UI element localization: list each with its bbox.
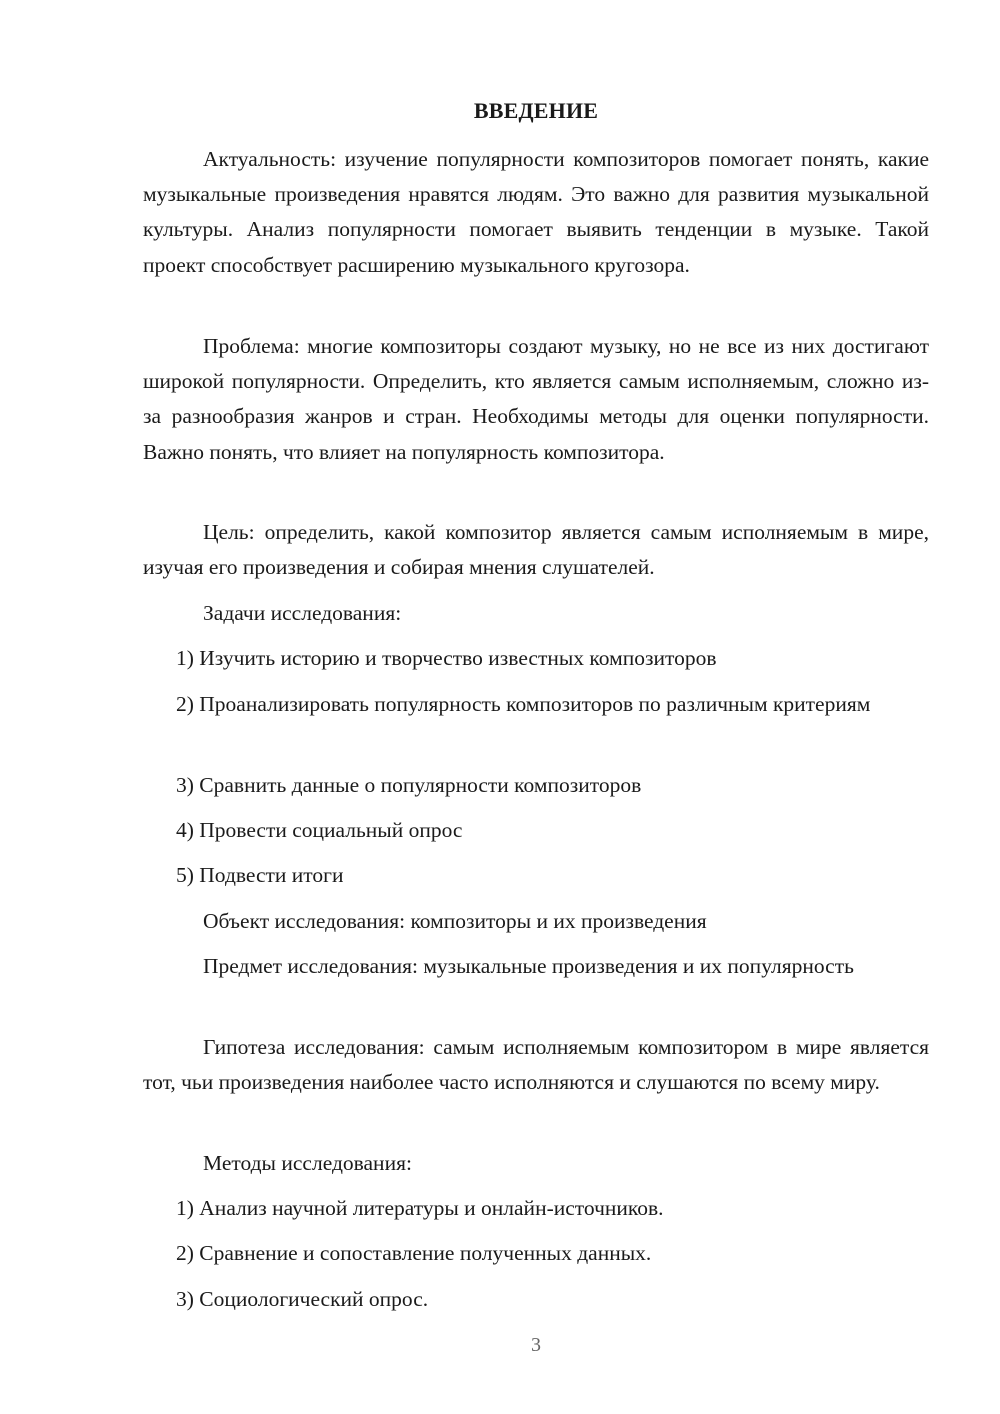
relevance-paragraph: Актуальность: изучение популярности композиторов помогает понять, какие музыкальные произведения нравятся людям. Это важно для развития музыкальной культуры. Анализ популярности помогает выявить тенденции в музыке. Такой проект способствует расширению музыкального кругозора.: [143, 147, 929, 277]
method-item: 1) Анализ научной литературы и онлайн-источников.: [176, 1196, 664, 1220]
object-paragraph: Объект исследования: композиторы и их произведения: [203, 909, 707, 933]
task-item: 3) Сравнить данные о популярности композиторов: [176, 773, 642, 797]
methods-heading: Методы исследования:: [203, 1151, 412, 1175]
page-title: ВВЕДЕНИЕ: [473, 98, 599, 123]
goal-paragraph: Цель: определить, какой композитор является самым исполняемым в мире, изучая его произведения и собирая мнения слушателей.: [143, 520, 929, 580]
page-number: 3: [531, 1334, 541, 1356]
task-item: 5) Подвести итоги: [176, 863, 344, 887]
task-item: 2) Проанализировать популярность композиторов по различным критериям: [176, 692, 871, 716]
tasks-heading: Задачи исследования:: [203, 601, 402, 625]
hypothesis-paragraph: Гипотеза исследования: самым исполняемым композитором в мире является тот, чьи произведения наиболее часто исполняются и слушаются по всему миру.: [143, 1035, 929, 1095]
problem-paragraph: Проблема: многие композиторы создают музыку, но не все из них достигают широкой популярности. Определить, кто является самым исполняемым, сложно из-за разнообразия жанров и стран. Необходимы методы для оценки популярности. Важно понять, что влияет на популярность композитора.: [143, 334, 929, 464]
subject-paragraph: Предмет исследования: музыкальные произведения и их популярность: [203, 954, 854, 978]
method-item: 2) Сравнение и сопоставление полученных данных.: [176, 1241, 652, 1265]
task-item: 1) Изучить историю и творчество известных композиторов: [176, 646, 717, 670]
method-item: 3) Социологический опрос.: [176, 1287, 429, 1311]
task-item: 4) Провести социальный опрос: [176, 818, 463, 842]
